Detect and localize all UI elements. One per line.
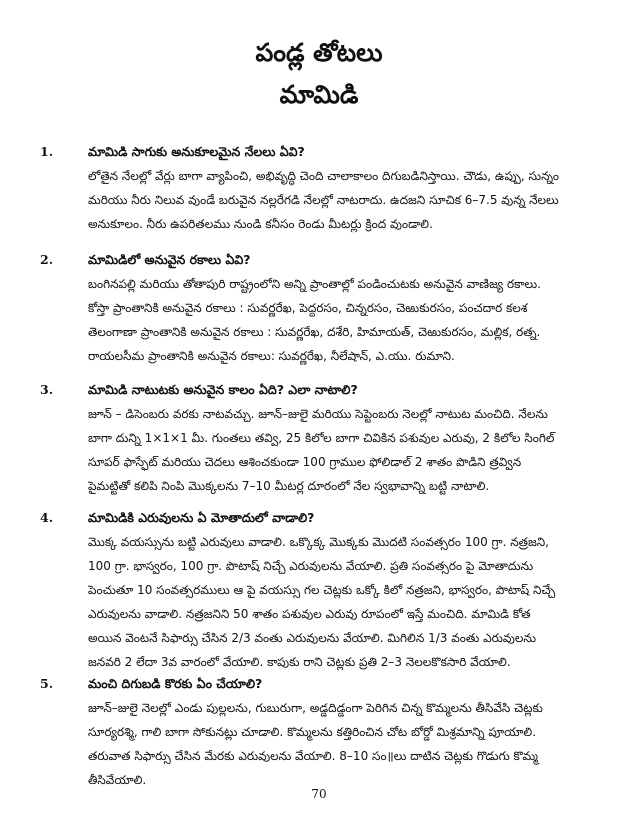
answer-line: జూన్–జులై నెలల్లో ఎండు పుల్లలను, గుబురుగా, అడ్డదిడ్డంగా పెరిగిన చిన్న కొమ్మలను తీసివేసి చెట్లకు: [88, 701, 543, 715]
answer-line: ఎరువులను వాడాలి. నత్రజనిని 50 శాతం పశువుల ఎరువు రూపంలో ఇస్తే మంచిది. మామిడి కోత: [88, 607, 531, 621]
answer-line: అనుకూలం. నీరు ఉపరితలము నుండి కనీసం రెండు మీటర్లు క్రింద వుండాలి.: [88, 217, 433, 231]
answer-line: సూర్యరశ్మి, గాలి బాగా సోకునట్లు చూడాలి. కొమ్మలను కత్తిరించిన చోట బోర్డో మిశ్రమాన్ని పూయాలి.: [88, 725, 537, 739]
question-number: 3.: [40, 382, 54, 397]
answer-line: లోతైన నేలల్లో వేర్లు బాగా వ్యాపించి, అభివృద్ధి చెంది చాలాకాలం దిగుబడినిస్తాయి. చౌడు, ఉప్పు, సున్నం: [88, 169, 559, 183]
answer-line: జూన్ – డిసెంబరు వరకు నాటవచ్చు. జూన్–జులై మరియు సెప్టెంబరు నెలల్లో నాటుట మంచిది. నేలను: [88, 407, 548, 421]
question-heading: మామిడి నాటుటకు అనువైన కాలం ఏది? ఎలా నాటాలి?: [88, 382, 358, 397]
answer-line: రాయలసీమ ప్రాంతానికి అనువైన రకాలు: సువర్ణరేఖ, నీలేషాన్, ఎ.యు. రుమాని.: [88, 349, 455, 363]
answer-line: మరియు నీరు నిలువ వుండే బరువైన నల్లరేగడి నేలల్లో నాటరాదు. ఉదజని సూచిక 6–7.5 వున్న నేలలు: [88, 193, 559, 207]
answer-line: బాగా దున్ని 1×1×1 మీ. గుంతలు తవ్వి, 25 కిలోల బాగా చివికిన పశువుల ఎరువు, 2 కిలోల సింగిల్: [88, 431, 555, 445]
answer-line: సూపర్ ఫాస్ఫేట్ మరియు చెదలు ఆశించకుండా 100 గ్రాముల ఫోలిడాల్ 2 శాతం పొడిని త్రవ్విన: [88, 455, 522, 469]
answer-text: [88, 530, 606, 674]
answer-line: 100 గ్రా. భాస్వరం, 100 గ్రా. పొటాష్ నిచ్చే ఎరువులను వేయాలి. ప్రతి సంవత్సరం పై మోతాదును: [88, 559, 534, 573]
question-heading: మామిడికి ఎరువులను ఏ మోతాదులో వాడాలి?: [88, 510, 315, 525]
answer-text: [88, 402, 606, 498]
answer-line: తీసివేయాలి.: [88, 773, 147, 787]
answer-line: కోస్తా ప్రాంతానికి అనువైన రకాలు : సువర్ణరేఖ, పెద్దరసం, చిన్నరసం, చెఱుకురసం, పంచదార కలశ: [88, 301, 528, 315]
answer-line: బంగినపల్లి మరియు తోతాపురి రాష్ట్రంలోని అన్ని ప్రాంతాల్లో పండించుటకు అనువైన వాణిజ్య రకాలు.: [88, 277, 541, 291]
page-title: పండ్ల తోటలు: [255, 38, 383, 67]
answer-line: అయిన వెంటనే సిఫార్సు చేసిన 2/3 వంతు ఎరువులను వేయాలి. మిగిలిన 1/3 వంతు ఎరువులను: [88, 631, 536, 645]
answer-text: [88, 164, 606, 236]
answer-line: మొక్క వయస్సును బట్టి ఎరువులు వాడాలి. ఒక్కొక్క మొక్కకు మొదటి సంవత్సరం 100 గ్రా. నత్రజని,: [88, 535, 549, 549]
answer-line: తెలంగాణా ప్రాంతానికి అనువైన రకాలు : సువర్ణరేఖ, దశేరి, హిమాయత్, చెఱుకురసం, మల్లిక, రత్న.: [88, 325, 541, 339]
page-subtitle: మామిడి: [279, 80, 359, 109]
answer-line: తరువాత సిఫార్సు చేసిన మేరకు ఎరువులను వేయాలి. 8–10 సం॥లు దాటిన చెట్లకు గొడుగు కొమ్మ: [88, 749, 539, 763]
question-number: 2.: [40, 252, 54, 267]
page-number: 70: [311, 787, 327, 801]
question-number: 4.: [40, 510, 54, 525]
answer-line: పైమట్టితో కలిపి నింపి మొక్కలను 7–10 మీటర్ల దూరంలో నేల స్వభావాన్ని బట్టి నాటాలి.: [88, 479, 490, 493]
answer-line: పెంచుతూ 10 సంవత్సరములు ఆ పై వయస్సు గల చెట్లకు ఒక్కో కిలో నత్రజని, భాస్వరం, పొటాష్ నిచ్చే: [88, 583, 556, 597]
question-heading: మంచి దిగుబడి కొరకు ఏం చేయాలి?: [88, 676, 263, 691]
question-number: 1.: [40, 144, 54, 159]
answer-text: [88, 696, 606, 792]
question-number: 5.: [40, 676, 54, 691]
question-heading: మామిడి సాగుకు అనుకూలమైన నేలలు ఏవి?: [88, 144, 305, 159]
question-heading: మామిడిలో అనువైన రకాలు ఏవి?: [88, 252, 251, 267]
answer-text: [88, 272, 606, 368]
answer-line: జనవరి 2 లేదా 3వ వారంలో వేయాలి. కాపుకు రాని చెట్లకు ప్రతి 2–3 నెలలకొకసారి వేయాలి.: [88, 655, 511, 669]
